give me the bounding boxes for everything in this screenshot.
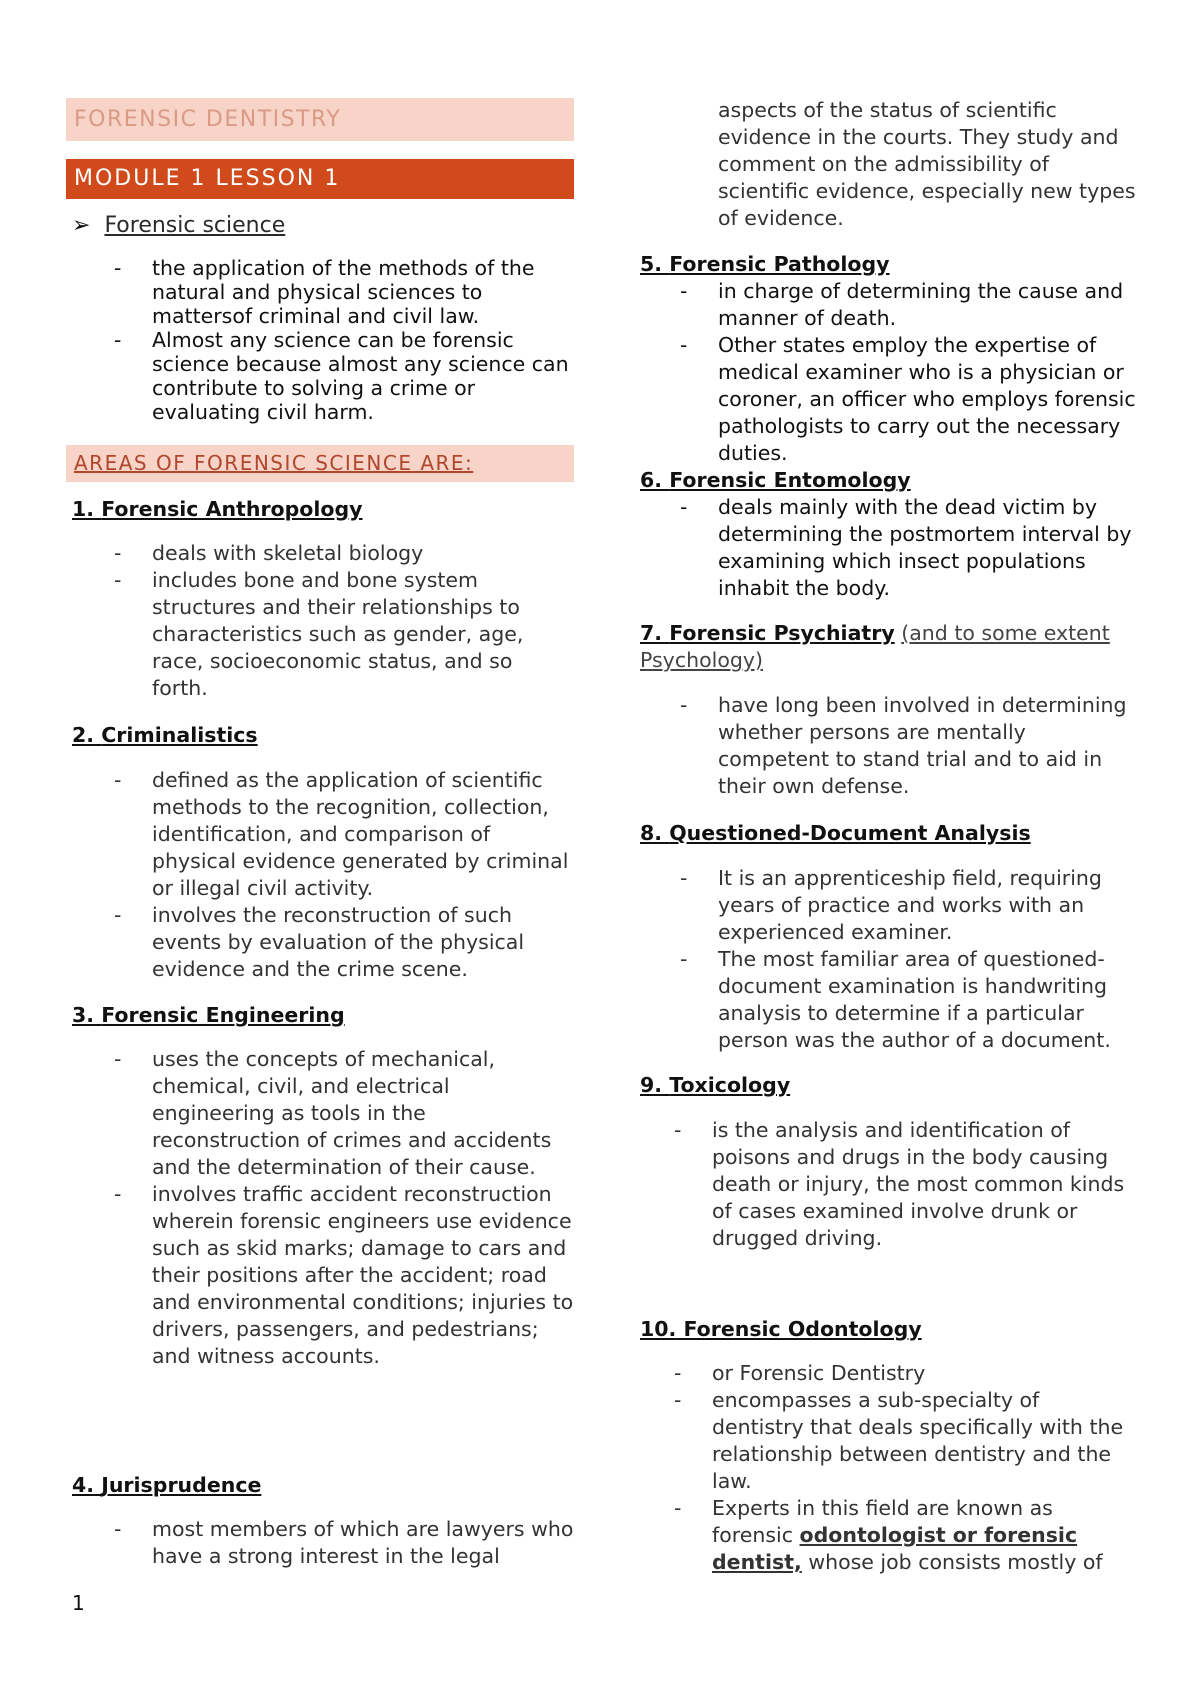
list-item: - Almost any science can be forensic science because almost any science can contribute to solving a crime or evaluating civil harm. [66, 328, 574, 424]
list-item: - is the analysis and identification of poisons and drugs in the body causing death or injury, the most common kinds of cases examined involve drunk or drugged driving. [634, 1117, 1134, 1252]
section-toxicology-title [640, 1072, 790, 1099]
section-title [72, 496, 574, 523]
section-number: 1. [72, 497, 95, 521]
section-number: 10. [640, 1317, 677, 1341]
list-item: - Other states employ the expertise of medical examiner who is a physician or coroner, an officer who employs forensic pathologists to carry out the necessary duties. [640, 332, 1140, 467]
jurisprudence-continued: aspects of the status of scientific evidence in the courts. They study and comment on the admissibility of scientific evidence, especially new types of evidence. [718, 98, 1136, 230]
list-item: - defined as the application of scientific methods to the recognition, collection, identification, and comparison of physical evidence generated by criminal or illegal civil activity. [66, 767, 574, 902]
list-item: - It is an apprenticeship field, requiring years of practice and works with an experienced examiner. [640, 865, 1140, 946]
psychiatry-points [640, 692, 1140, 800]
section-name: Forensic Engineering [101, 1003, 345, 1027]
document-title: FORENSIC DENTISTRY [66, 98, 574, 141]
section-name: Forensic Pathology [669, 252, 890, 276]
section-name: Forensic Psychiatry [669, 621, 895, 645]
section-number: 6. [640, 468, 663, 492]
odontologist-term: odontologist or forensic dentist, [712, 1523, 1078, 1574]
section-number: 4. [72, 1473, 95, 1497]
forensic-science-points [66, 256, 574, 424]
list-item: - involves traffic accident reconstruction wherein forensic engineers use evidence such as skid marks; damage to cars and their positions after the accident; road and environmental conditions; injuries to drivers, passengers, and pedestrians; and witness accounts. [66, 1181, 574, 1370]
section-name: Criminalistics [101, 723, 258, 747]
odontology-points [634, 1360, 1134, 1576]
section-name: Toxicology [669, 1073, 791, 1097]
section-name: Forensic Entomology [669, 468, 911, 492]
list-item: - deals with skeletal biology [66, 540, 574, 567]
toxicology-points [634, 1117, 1134, 1252]
section-note: (and to some extent Psychology) [640, 621, 1110, 672]
section-name: Questioned-Document Analysis [669, 821, 1031, 845]
section-jurisprudence-title [72, 1472, 261, 1499]
pathology-points [640, 278, 1140, 467]
list-item: - The most familiar area of questioned-document examination is handwriting analysis to determine if a particular person was the author of a document. [640, 946, 1140, 1054]
section-forensic-anthropology [72, 496, 574, 523]
section-number: 8. [640, 821, 663, 845]
list-item: - encompasses a sub-specialty of dentistry that deals specifically with the relationship between dentistry and the law. [634, 1387, 1134, 1495]
forensic-science-label: Forensic science [104, 213, 286, 238]
section-forensic-psychiatry-title [640, 620, 1140, 674]
jurisprudence-points [66, 1516, 574, 1570]
section-name: Forensic Anthropology [101, 497, 363, 521]
section-number: 9. [640, 1073, 663, 1097]
questioned-document-points [640, 865, 1140, 1054]
section-number: 2. [72, 723, 95, 747]
section-criminalistics-title [72, 722, 258, 749]
section-title [640, 621, 895, 645]
section-forensic-entomology-title [640, 467, 911, 494]
module-heading: MODULE 1 LESSON 1 [66, 159, 574, 199]
areas-heading: AREAS OF FORENSIC SCIENCE ARE: [66, 445, 574, 482]
section-name: Forensic Odontology [683, 1317, 922, 1341]
odontology-text-end: whose job consists mostly of [801, 1550, 1103, 1574]
section-number: 5. [640, 252, 663, 276]
list-item: - most members of which are lawyers who have a strong interest in the legal [66, 1516, 574, 1570]
section-number: 3. [72, 1003, 95, 1027]
list-item: - have long been involved in determining whether persons are mentally competent to stand trial and to aid in their own defense. [640, 692, 1140, 800]
odontology-text: Experts in this field are known as forensic [712, 1496, 1053, 1547]
anthropology-points [66, 540, 574, 702]
list-item: - the application of the methods of the natural and physical sciences to mattersof criminal and civil law. [66, 256, 574, 328]
list-item: - deals mainly with the dead victim by determining the postmortem interval by examining which insect populations inhabit the body. [640, 494, 1140, 602]
section-forensic-pathology-title [640, 251, 890, 278]
section-forensic-odontology-title [640, 1316, 922, 1343]
arrow-bullet-icon: ➢ [72, 213, 91, 238]
section-forensic-engineering-title [72, 1002, 345, 1029]
section-name: Jurisprudence [101, 1473, 262, 1497]
section-questioned-document-title [640, 820, 1031, 847]
criminalistics-points [66, 767, 574, 983]
list-item: - in charge of determining the cause and manner of death. [640, 278, 1140, 332]
list-item: - involves the reconstruction of such events by evaluation of the physical evidence and the crime scene. [66, 902, 574, 983]
list-item: - includes bone and bone system structures and their relationships to characteristics such as gender, age, race, socioeconomic status, and so forth. [66, 567, 574, 702]
section-number: 7. [640, 621, 663, 645]
list-item: - uses the concepts of mechanical, chemical, civil, and electrical engineering as tools in the reconstruction of crimes and accidents and the determination of their cause. [66, 1046, 574, 1181]
entomology-points [640, 494, 1140, 602]
forensic-science-heading [72, 212, 285, 239]
engineering-points [66, 1046, 574, 1370]
list-item [634, 1495, 1134, 1576]
page-number: 1 [72, 1591, 85, 1615]
list-item: - or Forensic Dentistry [634, 1360, 1134, 1387]
